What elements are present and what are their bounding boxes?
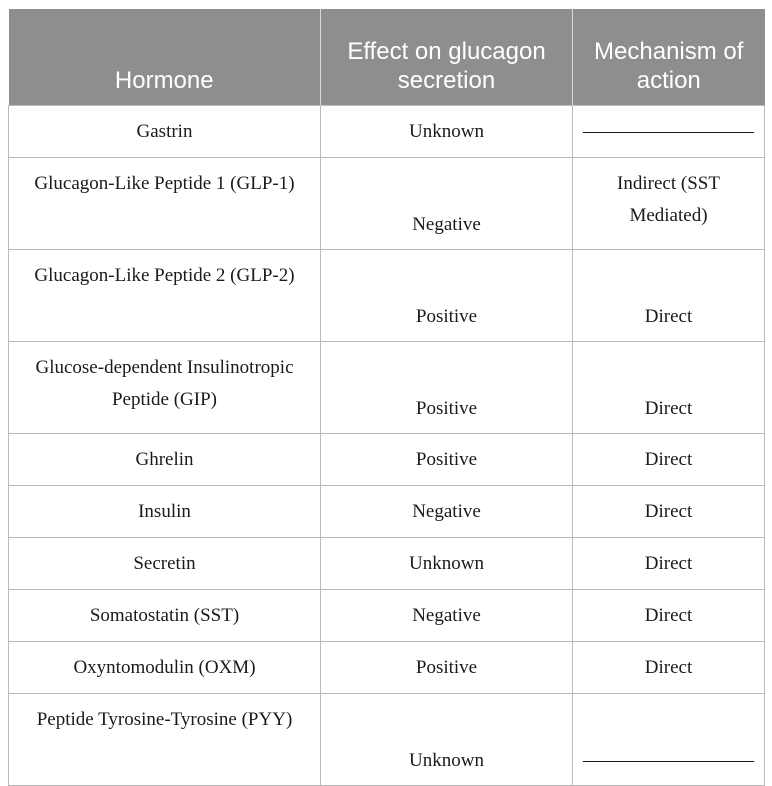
cell-hormone: Glucose-dependent Insulinotropic Peptide (GIP) [9,342,321,434]
table-header [9,9,765,106]
header-mechanism: Mechanism of action [573,9,765,106]
table-row [9,538,765,590]
cell-effect: Negative [321,486,573,538]
header-row [9,9,765,106]
cell-mechanism: ————————— [573,106,765,158]
cell-effect: Positive [321,250,573,342]
header-hormone: Hormone [9,9,321,106]
cell-effect: Unknown [321,106,573,158]
cell-mechanism: Direct [573,538,765,590]
cell-hormone: Oxyntomodulin (OXM) [9,642,321,694]
cell-hormone: Peptide Tyrosine-Tyrosine (PYY) [9,694,321,786]
cell-mechanism: Direct [573,486,765,538]
table-row [9,106,765,158]
header-effect: Effect on glucagon secretion [321,9,573,106]
cell-hormone: Glucagon-Like Peptide 2 (GLP-2) [9,250,321,342]
cell-effect: Unknown [321,694,573,786]
cell-hormone: Somatostatin (SST) [9,590,321,642]
table-row [9,250,765,342]
cell-hormone: Ghrelin [9,434,321,486]
table-row [9,486,765,538]
cell-effect: Negative [321,590,573,642]
table-row [9,342,765,434]
cell-effect: Positive [321,434,573,486]
cell-mechanism: Direct [573,250,765,342]
table-row [9,434,765,486]
cell-effect: Positive [321,642,573,694]
cell-mechanism: ————————— [573,694,765,786]
cell-effect: Positive [321,342,573,434]
cell-effect: Unknown [321,538,573,590]
cell-mechanism: Direct [573,642,765,694]
cell-hormone: Secretin [9,538,321,590]
table-row [9,694,765,786]
table-row [9,590,765,642]
cell-hormone: Glucagon-Like Peptide 1 (GLP-1) [9,158,321,250]
cell-mechanism: Direct [573,434,765,486]
table-row [9,158,765,250]
cell-hormone: Insulin [9,486,321,538]
cell-effect: Negative [321,158,573,250]
cell-mechanism: Indirect (SST Mediated) [573,158,765,250]
hormone-table [8,9,765,786]
cell-hormone: Gastrin [9,106,321,158]
cell-mechanism: Direct [573,590,765,642]
table-row [9,642,765,694]
table-body [9,106,765,786]
cell-mechanism: Direct [573,342,765,434]
